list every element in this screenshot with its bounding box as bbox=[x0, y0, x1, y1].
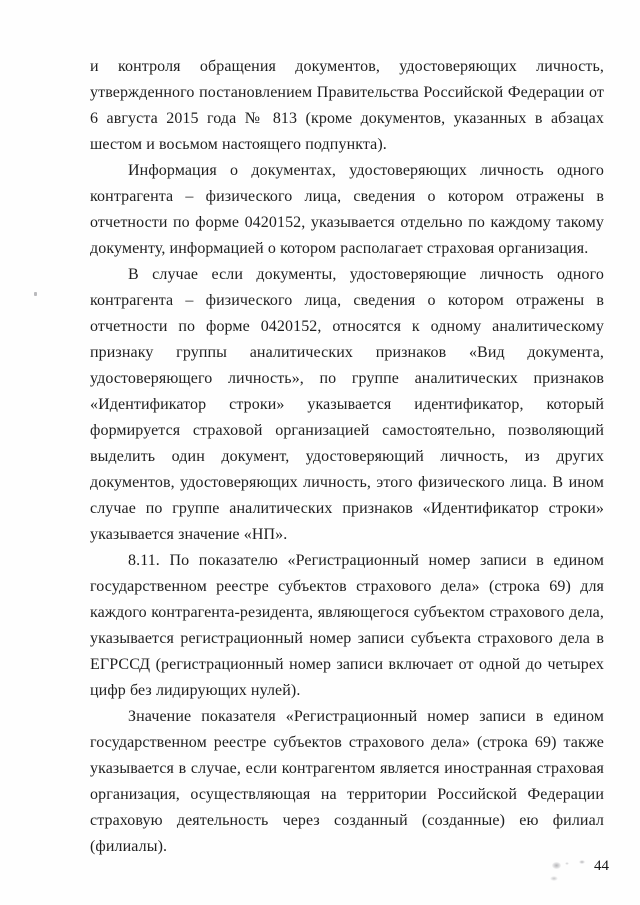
scan-smudge bbox=[579, 860, 585, 864]
page-number: 44 bbox=[594, 858, 609, 874]
paragraph: Информация о документах, удостоверяющих личность одного контрагента – физического лица, сведения о котором отражены в отчетности по форме 0420152, указывается отдельно по каждому такому документу, информацией о котором располагает страховая организация. bbox=[90, 162, 604, 257]
document-body-text bbox=[90, 54, 604, 860]
scan-smudge bbox=[565, 862, 569, 865]
scan-smudge bbox=[552, 862, 561, 869]
paragraph-continuation: и контроля обращения документов, удостоверяющих личность, утвержденного постановлением Правительства Российской Федерации от 6 августа 2015 года № 813 (кроме документов, указанных в абзацах шестом и восьмом настоящего подпункта). bbox=[90, 58, 604, 153]
scan-smudge bbox=[550, 876, 558, 881]
scan-edge-mark bbox=[34, 292, 37, 296]
paragraph: Значение показателя «Регистрационный номер записи в едином государственном реестре субъектов страхового дела» (строка 69) также указывается в случае, если контрагентом является иностранная страховая организация, осуществляющая на территории Российской Федерации страховую деятельность через созданный (созданные) ею филиал (филиалы). bbox=[90, 708, 604, 855]
paragraph: В случае если документы, удостоверяющие личность одного контрагента – физического лица, сведения о котором отражены в отчетности по форме 0420152, относятся к одному аналитическому признаку группы аналитических признаков «Вид документа, удостоверяющего личность», по группе аналитических признаков «Идентификатор строки» указывается идентификатор, который формируется страховой организацией самостоятельно, позволяющий выделить один документ, удостоверяющий личность, из других документов, удостоверяющих личность, этого физического лица. В ином случае по группе аналитических признаков «Идентификатор строки» указывается значение «НП». bbox=[90, 266, 604, 543]
paragraph-clause-8-11: 8.11. По показателю «Регистрационный номер записи в едином государственном реестре субъектов страхового дела» (строка 69) для каждого контрагента-резидента, являющегося субъектом страхового дела, указывается регистрационный номер записи субъекта страхового дела в ЕГРССД (регистрационный номер записи включает от одной до четырех цифр без лидирующих нулей). bbox=[90, 552, 604, 699]
